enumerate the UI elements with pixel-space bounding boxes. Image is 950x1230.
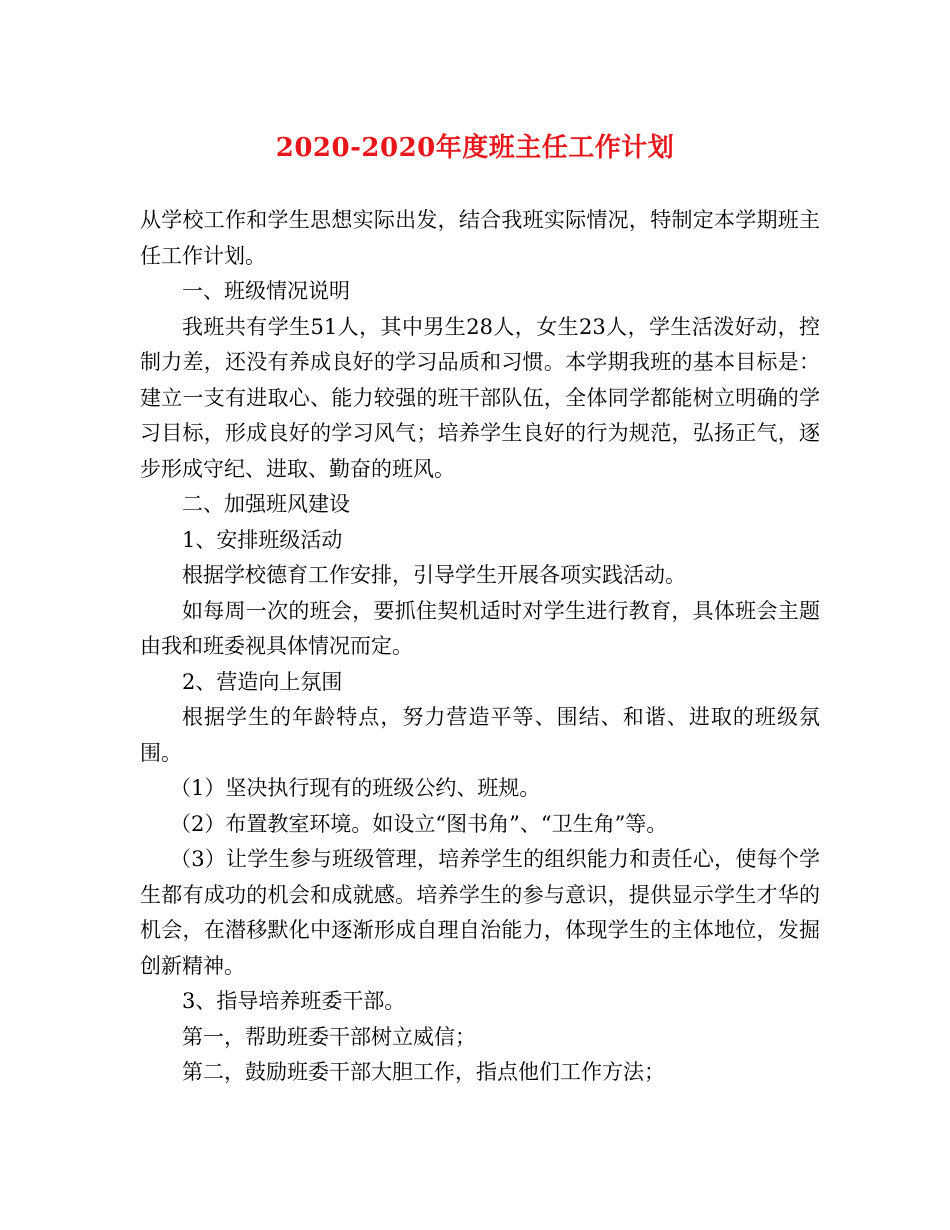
paragraph-atmosphere: 根据学生的年龄特点，努力营造平等、围结、和谐、进取的班级氛围。 bbox=[140, 705, 820, 765]
subheading-2: 2、营造向上氛围 bbox=[182, 669, 343, 694]
paragraph-class-meeting: 如每周一次的班会，要抓住契机适时对学生进行教育，具体班会主题由我和班委视具体情况而定。 bbox=[140, 598, 820, 658]
paragraph-activities: 根据学校德育工作安排，引导学生开展各项实践活动。 bbox=[182, 563, 686, 587]
paragraph-first: 第一，帮助班委干部树立威信； bbox=[182, 1024, 476, 1049]
document-title: 2020-2020年度班主任工作计划 bbox=[275, 133, 675, 163]
subheading-1: 1、安排班级活动 bbox=[182, 527, 343, 552]
subheading-3: 3、指导培养班委干部。 bbox=[182, 989, 406, 1013]
paragraph-intro: 从学校工作和学生思想实际出发，结合我班实际情况，特制定本学期班主任工作计划。 bbox=[140, 208, 820, 268]
paragraph-class-situation: 我班共有学生51人，其中男生28人，女生23人，学生活泼好动，控制力差，还没有养成良好的学习品质和习惯。本学期我班的基本目标是：建立一支有进取心、能力较强的班干部队伍，全体同学都能树立明确的学习目标，形成良好的学习风气；培养学生良好的行为规范，弘扬正气，逐步形成守纪、进取、勤奋的班风。 bbox=[140, 314, 820, 481]
list-item-3: （3）让学生参与班级管理，培养学生的组织能力和责任心，使每个学生都有成功的机会和成就感。培养学生的参与意识，提供显示学生才华的机会，在潜移默化中逐渐形成自理自治能力，体现学生的主体地位，发掘创新精神。 bbox=[140, 847, 820, 978]
list-item-1: （1）坚决执行现有的班级公约、班规。 bbox=[170, 776, 541, 800]
paragraph-second: 第二，鼓励班委干部大胆工作，指点他们工作方法； bbox=[182, 1060, 665, 1084]
section-heading-1: 一、班级情况说明 bbox=[182, 279, 350, 303]
list-item-2: （2）布置教室环境。如设立“图书角”、“卫生角”等。 bbox=[170, 811, 668, 836]
section-heading-2: 二、加强班风建设 bbox=[182, 492, 350, 516]
document-body bbox=[140, 203, 820, 1091]
